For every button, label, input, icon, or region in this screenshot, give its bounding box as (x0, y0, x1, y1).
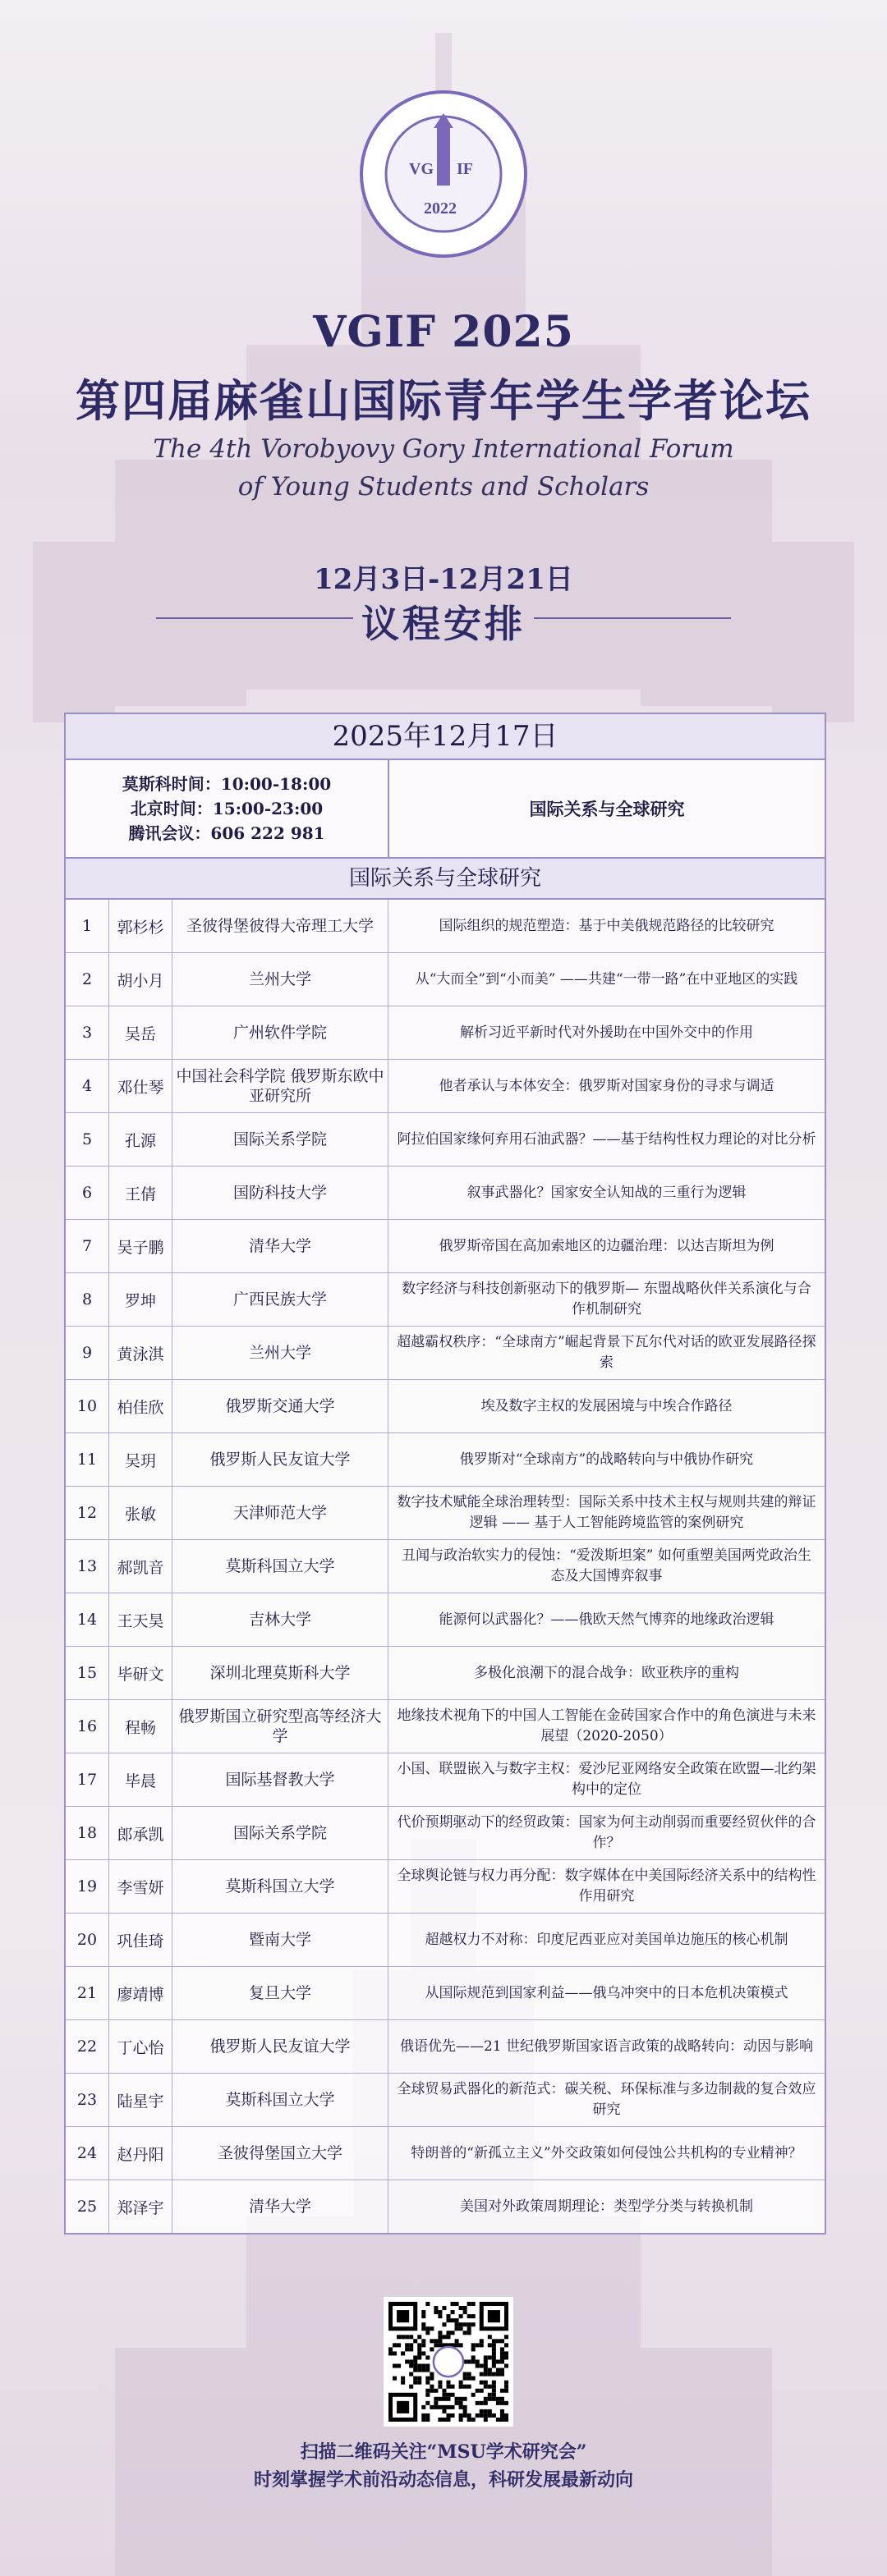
moscow-time: 莫斯科时间：10:00-18:00 (122, 774, 332, 794)
table-row (66, 1273, 825, 1327)
presentation-topic: 丑闻与政治软实力的侵蚀：“爱泼斯坦案” 如何重塑美国两党政治生态及大国博弈叙事 (402, 1547, 811, 1584)
presenter-institution: 清华大学 (172, 1220, 388, 1272)
presentation-topic: 地缘技术视角下的中国人工智能在金砖国家合作中的角色演进与未来展望（2020-2050） (397, 1707, 816, 1744)
presenter-name: 王天昊 (109, 1593, 172, 1646)
presentation-topic: 多极化浪潮下的混合战争：欧亚秩序的重构 (474, 1664, 739, 1681)
table-row (66, 1967, 825, 2020)
row-number: 20 (66, 1914, 109, 1966)
agenda-table (64, 713, 826, 2235)
presentation-topic: 美国对外政策周期理论：类型学分类与转换机制 (460, 2198, 753, 2215)
logo-initials-left: VG (409, 160, 434, 178)
session-times (66, 760, 389, 857)
table-row (66, 1380, 825, 1433)
table-row (66, 1593, 825, 1647)
presenter-institution: 莫斯科国立大学 (172, 2074, 388, 2126)
presenter-institution: 圣彼得堡国立大学 (172, 2127, 388, 2180)
presenter-name: 陆星宇 (109, 2074, 172, 2126)
table-row (66, 2127, 825, 2180)
session-title: 国际关系与全球研究 (529, 799, 685, 819)
session-info (66, 760, 825, 859)
presentation-topic: 俄罗斯帝国在高加索地区的边疆治理：以达吉斯坦为例 (439, 1237, 774, 1254)
subtitle-line-2: of Young Students and Scholars (237, 472, 650, 502)
presenter-name: 郎承凯 (109, 1807, 172, 1859)
presenter-institution: 圣彼得堡彼得大帝理工大学 (172, 900, 388, 952)
presenter-institution: 天津师范大学 (172, 1487, 388, 1539)
table-row (66, 2180, 825, 2233)
presenter-institution: 俄罗斯国立研究型高等经济大学 (172, 1700, 388, 1753)
presenter-name: 王倩 (109, 1167, 172, 1219)
table-row (66, 1540, 825, 1593)
row-number: 3 (66, 1006, 109, 1059)
presenter-institution: 俄罗斯人民友谊大学 (172, 2020, 388, 2073)
table-row (66, 1327, 825, 1380)
presentation-list (66, 900, 825, 2233)
row-number: 21 (66, 1967, 109, 2019)
presenter-institution: 国防科技大学 (172, 1167, 388, 1219)
presentation-topic: 俄语优先——21 世纪俄罗斯国家语言政策的战略转向：动因与影响 (399, 2037, 814, 2055)
subtitle-en (0, 430, 887, 506)
presenter-institution: 复旦大学 (172, 1967, 388, 2019)
presenter-institution: 暨南大学 (172, 1914, 388, 1966)
table-row (66, 1060, 825, 1113)
subtitle-line-1: The 4th Vorobyovy Gory International Forum (153, 434, 734, 464)
presenter-name: 邓仕琴 (109, 1060, 172, 1112)
footer-line-2: 时刻掌握学术前沿动态信息，科研发展最新动向 (253, 2469, 633, 2491)
session-date: 2025年12月17日 (66, 714, 825, 760)
presenter-name: 柏佳欣 (109, 1380, 172, 1432)
row-number: 15 (66, 1647, 109, 1699)
presentation-topic: 从“大而全”到“小而美” ——共建“一带一路”在中亚地区的实践 (415, 970, 798, 988)
row-number: 1 (66, 900, 109, 952)
table-row (66, 1807, 825, 1860)
row-number: 8 (66, 1273, 109, 1326)
presenter-name: 郝凯音 (109, 1540, 172, 1593)
presenter-name: 吴子鹏 (109, 1220, 172, 1272)
presentation-topic: 阿拉伯国家缘何弃用石油武器？——基于结构性权力理论的对比分析 (397, 1130, 816, 1148)
presenter-name: 张敏 (109, 1487, 172, 1539)
presenter-institution: 国际关系学院 (172, 1113, 388, 1166)
presentation-topic: 叙事武器化？国家安全认知战的三重行为逻辑 (466, 1184, 747, 1201)
presenter-name: 廖靖博 (109, 1967, 172, 2019)
row-number: 24 (66, 2127, 109, 2180)
presentation-topic: 他者承认与本体安全：俄罗斯对国家身份的寻求与调适 (439, 1077, 774, 1094)
logo-year: 2022 (424, 199, 457, 218)
presenter-name: 丁心怡 (109, 2020, 172, 2073)
qr-code[interactable] (384, 2297, 513, 2427)
presenter-institution: 深圳北理莫斯科大学 (172, 1647, 388, 1699)
table-row (66, 2074, 825, 2127)
presenter-name: 吴玥 (109, 1433, 172, 1486)
row-number: 25 (66, 2180, 109, 2233)
table-row (66, 1914, 825, 1967)
table-row (66, 1167, 825, 1220)
forum-logo (358, 89, 529, 259)
table-row (66, 900, 825, 953)
table-row (66, 1700, 825, 1753)
table-row (66, 1753, 825, 1807)
presentation-topic: 超越霸权秩序：“全球南方”崛起背景下瓦尔代对话的欧亚发展路径探索 (397, 1334, 816, 1371)
presenter-name: 孔源 (109, 1113, 172, 1166)
presentation-topic: 全球舆论链与权力再分配：数字媒体在中美国际经济关系中的结构性作用研究 (397, 1868, 816, 1904)
table-row (66, 1113, 825, 1167)
row-number: 16 (66, 1700, 109, 1753)
presentation-topic: 国际组织的规范塑造：基于中美俄规范路径的比较研究 (439, 917, 774, 934)
qr-code-graphic (388, 2302, 508, 2422)
row-number: 6 (66, 1167, 109, 1219)
table-row (66, 1006, 825, 1060)
table-row (66, 1647, 825, 1700)
presenter-institution: 清华大学 (172, 2180, 388, 2233)
row-number: 11 (66, 1433, 109, 1486)
presenter-name: 吴岳 (109, 1006, 172, 1059)
presentation-topic: 数字经济与科技创新驱动下的俄罗斯— 东盟战略伙伴关系演化与合作机制研究 (402, 1281, 811, 1318)
title-en: VGIF 2025 (313, 307, 574, 357)
row-number: 13 (66, 1540, 109, 1593)
presentation-topic: 全球贸易武器化的新范式：碳关税、环保标准与多边制裁的复合效应研究 (397, 2081, 816, 2118)
row-number: 4 (66, 1060, 109, 1112)
forum-dates: 12月3日-12月21日 (314, 563, 573, 596)
row-number: 17 (66, 1753, 109, 1806)
presenter-name: 毕晨 (109, 1753, 172, 1806)
table-row (66, 1860, 825, 1914)
beijing-time: 北京时间：15:00-23:00 (130, 799, 324, 818)
presenter-institution: 吉林大学 (172, 1593, 388, 1646)
presenter-name: 巩佳琦 (109, 1914, 172, 1966)
table-row (66, 953, 825, 1006)
row-number: 23 (66, 2074, 109, 2126)
logo-initials-right: IF (457, 160, 473, 178)
presenter-institution: 兰州大学 (172, 1327, 388, 1379)
presenter-institution: 兰州大学 (172, 953, 388, 1006)
row-number: 22 (66, 2020, 109, 2073)
presenter-name: 胡小月 (109, 953, 172, 1006)
presentation-topic: 俄罗斯对“全球南方”的战略转向与中俄协作研究 (459, 1451, 754, 1468)
presenter-name: 毕研文 (109, 1647, 172, 1699)
table-row (66, 2020, 825, 2074)
agenda-heading: 议程安排 (361, 602, 526, 646)
divider-right (534, 617, 731, 619)
presentation-topic: 能源何以武器化？——俄欧天然气博弈的地缘政治逻辑 (439, 1611, 774, 1628)
presenter-institution: 国际关系学院 (172, 1807, 388, 1859)
presentation-topic: 埃及数字主权的发展困境与中埃合作路径 (480, 1397, 733, 1414)
table-row (66, 1433, 825, 1487)
presenter-name: 罗坤 (109, 1273, 172, 1326)
presentation-topic: 从国际规范到国家利益——俄乌冲突中的日本危机决策模式 (425, 1984, 788, 2001)
row-number: 12 (66, 1487, 109, 1539)
row-number: 2 (66, 953, 109, 1006)
presenter-institution: 莫斯科国立大学 (172, 1540, 388, 1593)
row-number: 7 (66, 1220, 109, 1272)
row-number: 14 (66, 1593, 109, 1646)
presenter-institution: 俄罗斯交通大学 (172, 1380, 388, 1432)
section-title: 国际关系与全球研究 (66, 859, 825, 900)
presenter-name: 李雪妍 (109, 1860, 172, 1913)
presentation-topic: 超越权力不对称：印度尼西亚应对美国单边施压的核心机制 (425, 1931, 788, 1948)
presenter-name: 赵丹阳 (109, 2127, 172, 2180)
presentation-topic: 特朗普的“新孤立主义”外交政策如何侵蚀公共机构的专业精神？ (411, 2144, 802, 2161)
row-number: 5 (66, 1113, 109, 1166)
presenter-institution: 国际基督教大学 (172, 1753, 388, 1806)
presenter-institution: 俄罗斯人民友谊大学 (172, 1433, 388, 1486)
presenter-name: 黄泳淇 (109, 1327, 172, 1379)
presenter-name: 郭杉杉 (109, 900, 172, 952)
row-number: 10 (66, 1380, 109, 1432)
presenter-institution: 广西民族大学 (172, 1273, 388, 1326)
presenter-name: 程畅 (109, 1700, 172, 1753)
presentation-topic: 小国、联盟嵌入与数字主权：爱沙尼亚网络安全政策在欧盟—北约架构中的定位 (397, 1761, 816, 1798)
footer-line-1: 扫描二维码关注“MSU学术研究会” (300, 2441, 587, 2463)
presenter-institution: 中国社会科学院 俄罗斯东欧中亚研究所 (172, 1060, 388, 1112)
tencent-meeting-id: 腾讯会议：606 222 981 (128, 823, 325, 843)
presentation-topic: 解析习近平新时代对外援助在中国外交中的作用 (460, 1024, 753, 1041)
presenter-institution: 莫斯科国立大学 (172, 1860, 388, 1913)
presenter-institution: 广州软件学院 (172, 1006, 388, 1059)
presenter-name: 郑泽宇 (109, 2180, 172, 2233)
row-number: 9 (66, 1327, 109, 1379)
table-row (66, 1487, 825, 1540)
presentation-topic: 代价预期驱动下的经贸政策：国家为何主动削弱而重要经贸伙伴的合作？ (397, 1814, 816, 1851)
row-number: 19 (66, 1860, 109, 1913)
row-number: 18 (66, 1807, 109, 1859)
presentation-topic: 数字技术赋能全球治理转型：国际关系中技术主权与规则共建的辩证逻辑 —— 基于人工智能跨境监管的案例研究 (397, 1494, 816, 1531)
title-cn: 第四届麻雀山国际青年学生学者论坛 (76, 374, 811, 427)
table-row (66, 1220, 825, 1273)
